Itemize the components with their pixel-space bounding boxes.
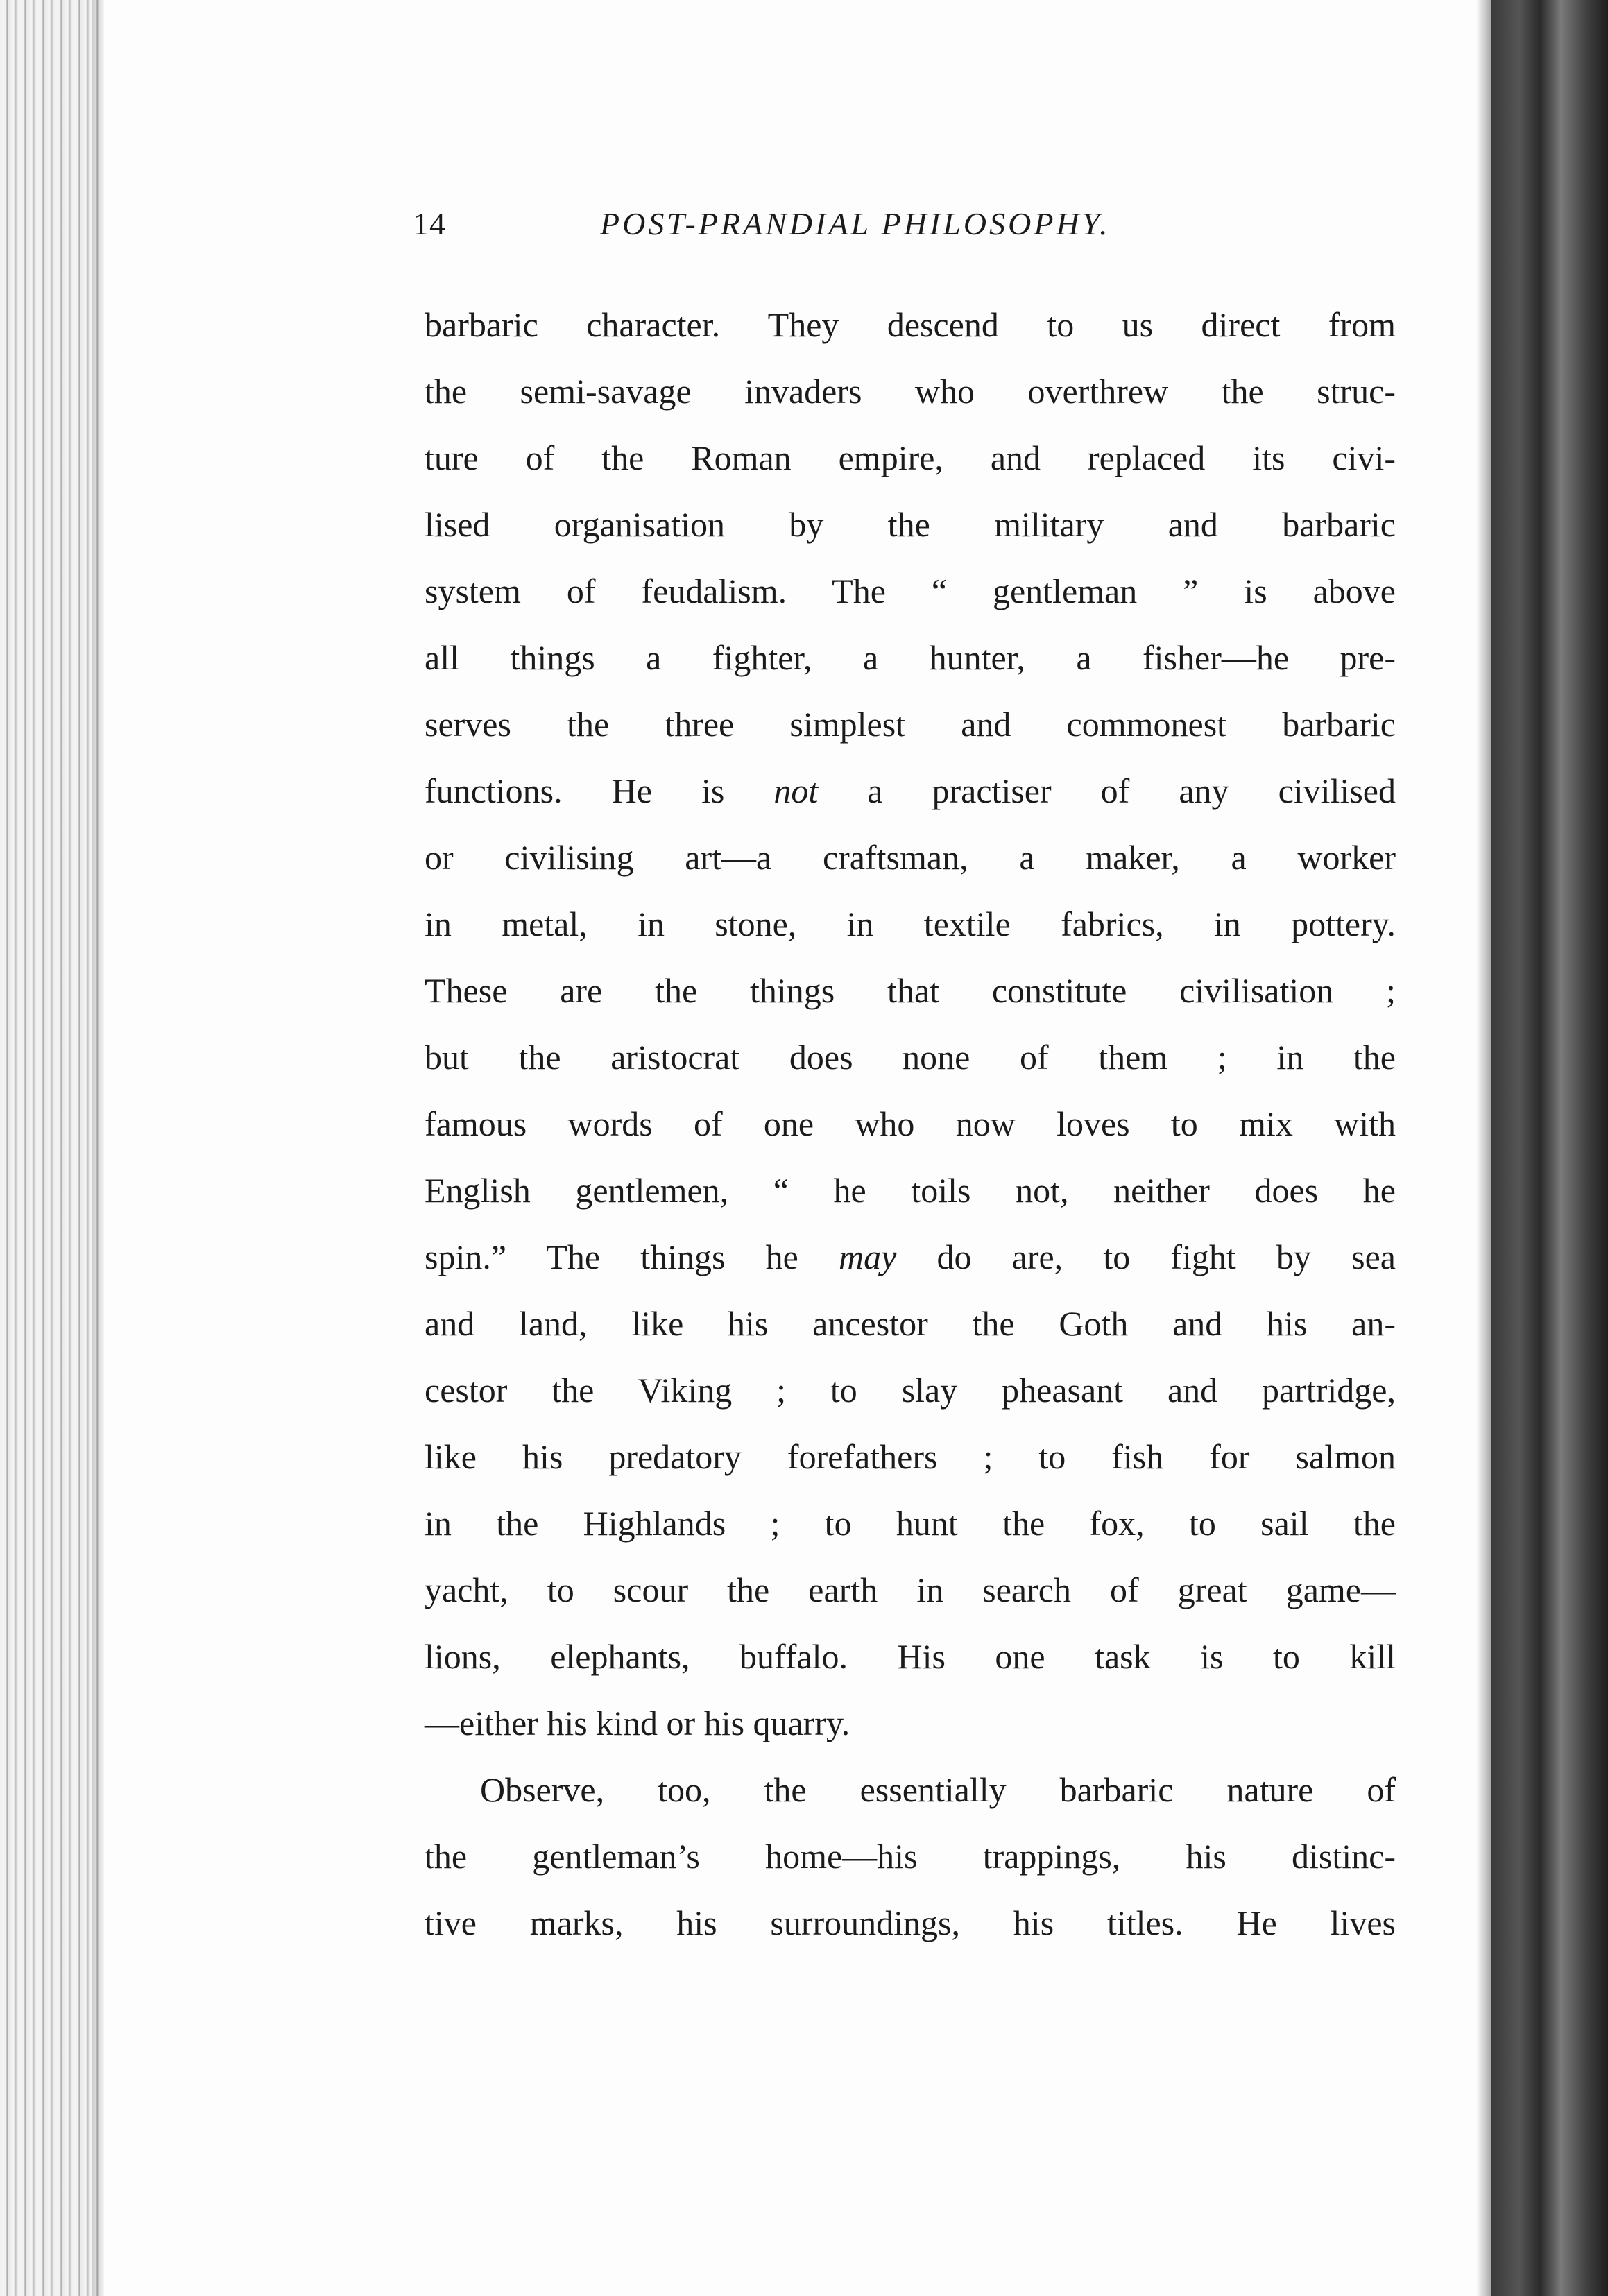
text-line: cestor the Viking ; to slay pheasant and partridge, bbox=[425, 1371, 1396, 1410]
text-line: barbaric character. They descend to us direct from bbox=[425, 305, 1396, 344]
text-line bbox=[425, 1224, 1396, 1290]
text-segment: do are, to fight by sea bbox=[896, 1237, 1396, 1276]
text-line: These are the things that constitute civilisation ; bbox=[425, 971, 1396, 1010]
text-line: tive marks, his surroundings, his titles. He lives bbox=[425, 1903, 1396, 1942]
text-segment: spin.” The things he bbox=[425, 1237, 839, 1276]
text-line bbox=[425, 757, 1396, 824]
paragraph-2 bbox=[425, 1756, 1396, 1956]
text-line: the semi-savage invaders who overthrew the struc- bbox=[425, 372, 1396, 411]
text-line: yacht, to scour the earth in search of great game— bbox=[425, 1570, 1396, 1609]
text-line: in the Highlands ; to hunt the fox, to sail the bbox=[425, 1504, 1396, 1543]
text-line: English gentlemen, “ he toils not, neither does he bbox=[425, 1171, 1396, 1210]
text-line: and land, like his ancestor the Goth and his an- bbox=[425, 1304, 1396, 1343]
page-number: 14 bbox=[413, 206, 446, 241]
text-line: but the aristocrat does none of them ; in the bbox=[425, 1038, 1396, 1077]
running-title: POST-PRANDIAL PHILOSOPHY. bbox=[600, 206, 1111, 241]
text-line: Observe, too, the essentially barbaric nature of bbox=[480, 1770, 1396, 1809]
text-line: lised organisation by the military and barbaric bbox=[425, 505, 1396, 544]
text-line: system of feudalism. The “ gentleman ” is above bbox=[425, 572, 1396, 610]
text-line: famous words of one who now loves to mix with bbox=[425, 1104, 1396, 1143]
text-line: the gentleman’s home—his trappings, his distinc- bbox=[425, 1837, 1396, 1876]
text-line: or civilising art—a craftsman, a maker, a worker bbox=[425, 838, 1396, 877]
text-segment: a practiser of any civilised bbox=[818, 771, 1396, 810]
italic-emphasis: not bbox=[773, 771, 819, 810]
text-segment: functions. He is bbox=[425, 771, 774, 810]
italic-emphasis: may bbox=[838, 1237, 897, 1276]
text-line: lions, elephants, buffalo. His one task is to kill bbox=[425, 1637, 1396, 1676]
text-line: all things a fighter, a hunter, a fisher—he pre- bbox=[425, 638, 1396, 677]
running-head bbox=[413, 205, 1398, 254]
text-line: like his predatory forefathers ; to fish for salmon bbox=[425, 1437, 1396, 1476]
text-line: —either his kind or his quarry. bbox=[425, 1704, 850, 1742]
book-edge-right bbox=[1491, 0, 1608, 2296]
book-binding-left bbox=[0, 0, 104, 2296]
text-line: in metal, in stone, in textile fabrics, in pottery. bbox=[425, 905, 1396, 943]
text-line: serves the three simplest and commonest barbaric bbox=[425, 705, 1396, 744]
paragraph-1 bbox=[425, 291, 1396, 1756]
text-line: ture of the Roman empire, and replaced its civi- bbox=[425, 438, 1396, 477]
body-text bbox=[425, 291, 1396, 1956]
